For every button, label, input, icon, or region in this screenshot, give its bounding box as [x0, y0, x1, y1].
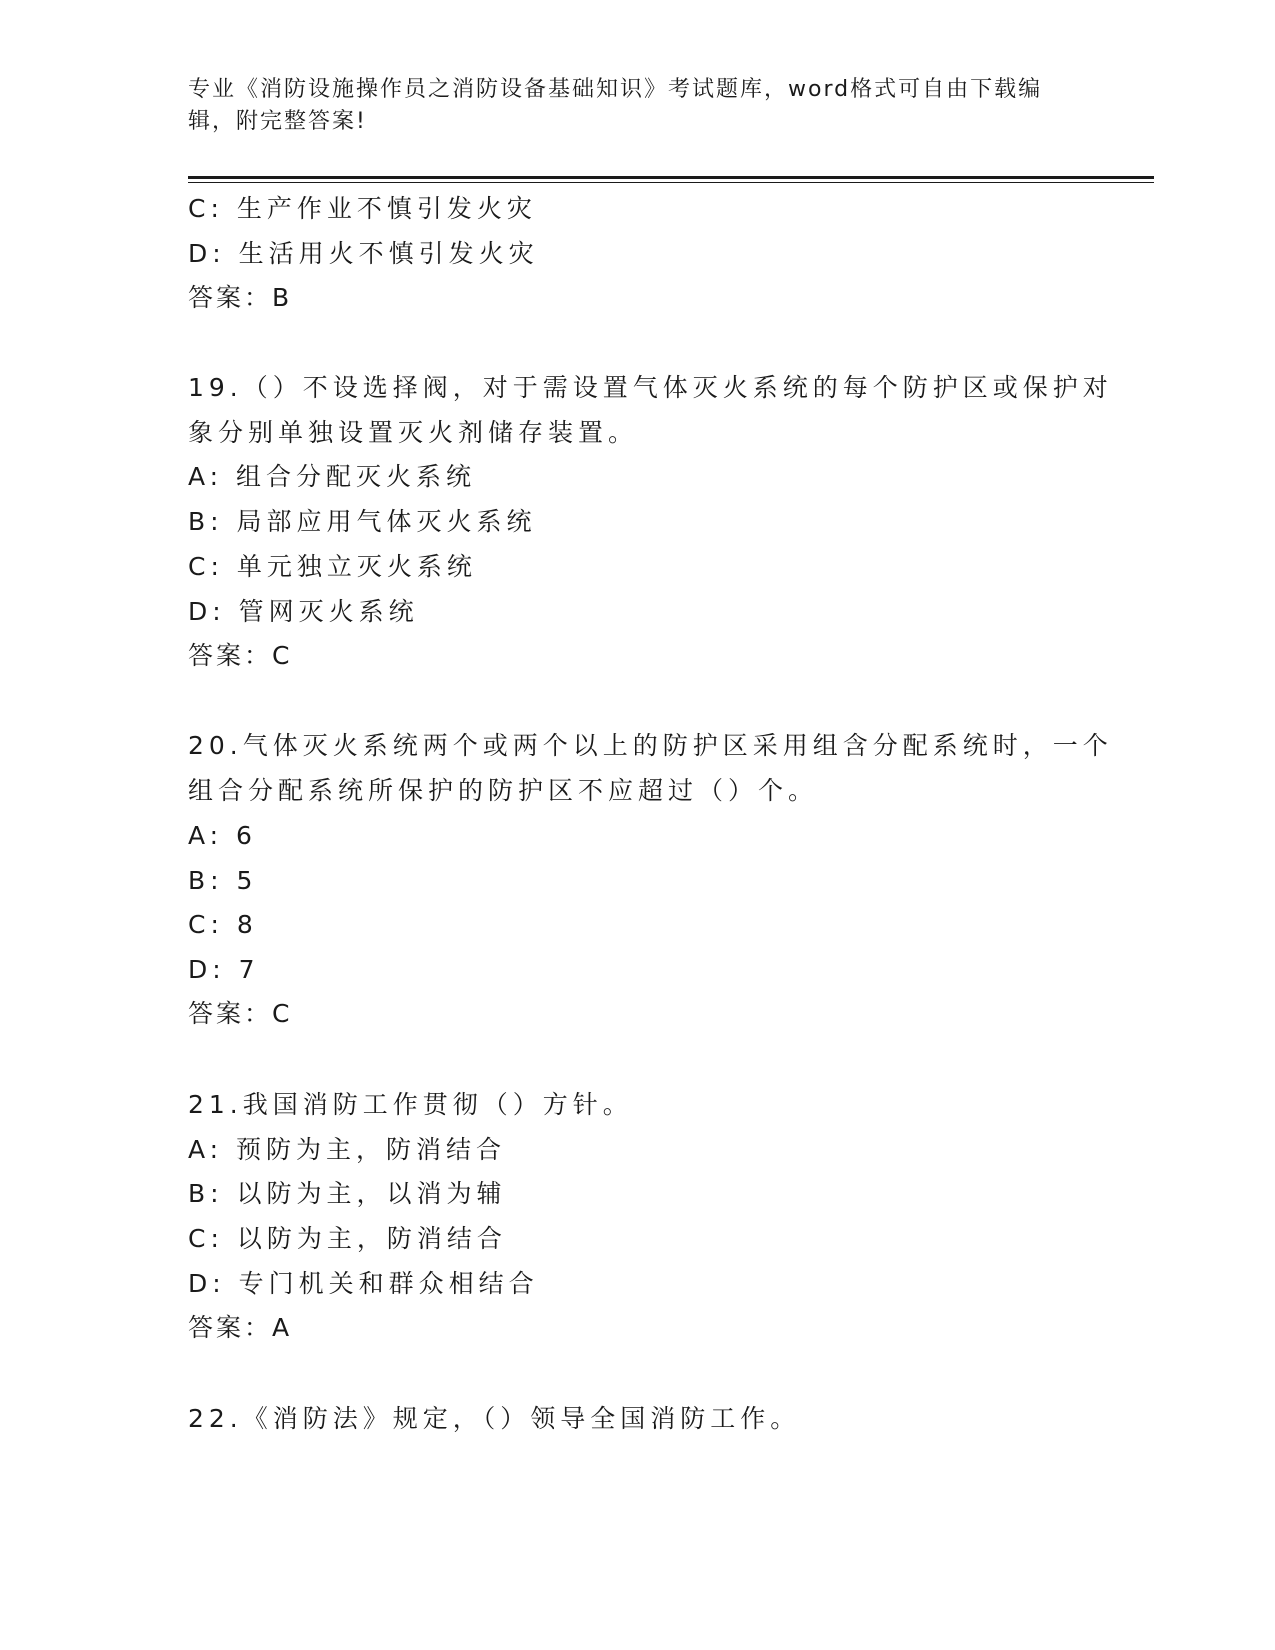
option-a: A: 组合分配灭火系统	[188, 462, 477, 491]
option-b: B: 以防为主，以消为辅	[188, 1179, 507, 1208]
header-line-1: 专业《消防设施操作员之消防设备基础知识》考试题库，word格式可自由下载编	[188, 77, 1043, 102]
option-d: D: 管网灭火系统	[188, 597, 419, 626]
answer-line: 答案：B	[188, 283, 293, 312]
option-d: D: 7	[188, 955, 260, 984]
answer-line: 答案：C	[188, 641, 293, 670]
option-b: B: 5	[188, 866, 258, 895]
option-c: C: 单元独立灭火系统	[188, 552, 477, 581]
option-a: A: 6	[188, 821, 257, 850]
header-divider-thin	[188, 182, 1154, 183]
question-stem: 象分别单独设置灭火剂储存装置。	[188, 418, 639, 447]
question-stem: 20.气体灭火系统两个或两个以上的防护区采用组含分配系统时，一个	[188, 731, 1113, 760]
question-stem: 19.（）不设选择阀，对于需设置气体灭火系统的每个防护区或保护对	[188, 373, 1113, 402]
answer-line: 答案：C	[188, 999, 293, 1028]
option-c: C: 8	[188, 910, 258, 939]
option-c: C: 以防为主，防消结合	[188, 1224, 507, 1253]
document-header	[188, 74, 1068, 138]
question-stem: 组合分配系统所保护的防护区不应超过（）个。	[188, 776, 819, 805]
question-stem: 21.我国消防工作贯彻（）方针。	[188, 1090, 633, 1119]
option-d: D: 专门机关和群众相结合	[188, 1269, 539, 1298]
option-b: B: 局部应用气体灭火系统	[188, 507, 537, 536]
option-a: A: 预防为主，防消结合	[188, 1135, 507, 1164]
option-c: C: 生产作业不慎引发火灾	[188, 194, 537, 223]
header-line-2: 辑，附完整答案!	[188, 109, 367, 134]
option-d: D: 生活用火不慎引发火灾	[188, 239, 539, 268]
question-stem: 22.《消防法》规定，（）领导全国消防工作。	[188, 1404, 801, 1433]
answer-line: 答案：A	[188, 1313, 293, 1342]
header-divider-thick	[188, 176, 1154, 179]
